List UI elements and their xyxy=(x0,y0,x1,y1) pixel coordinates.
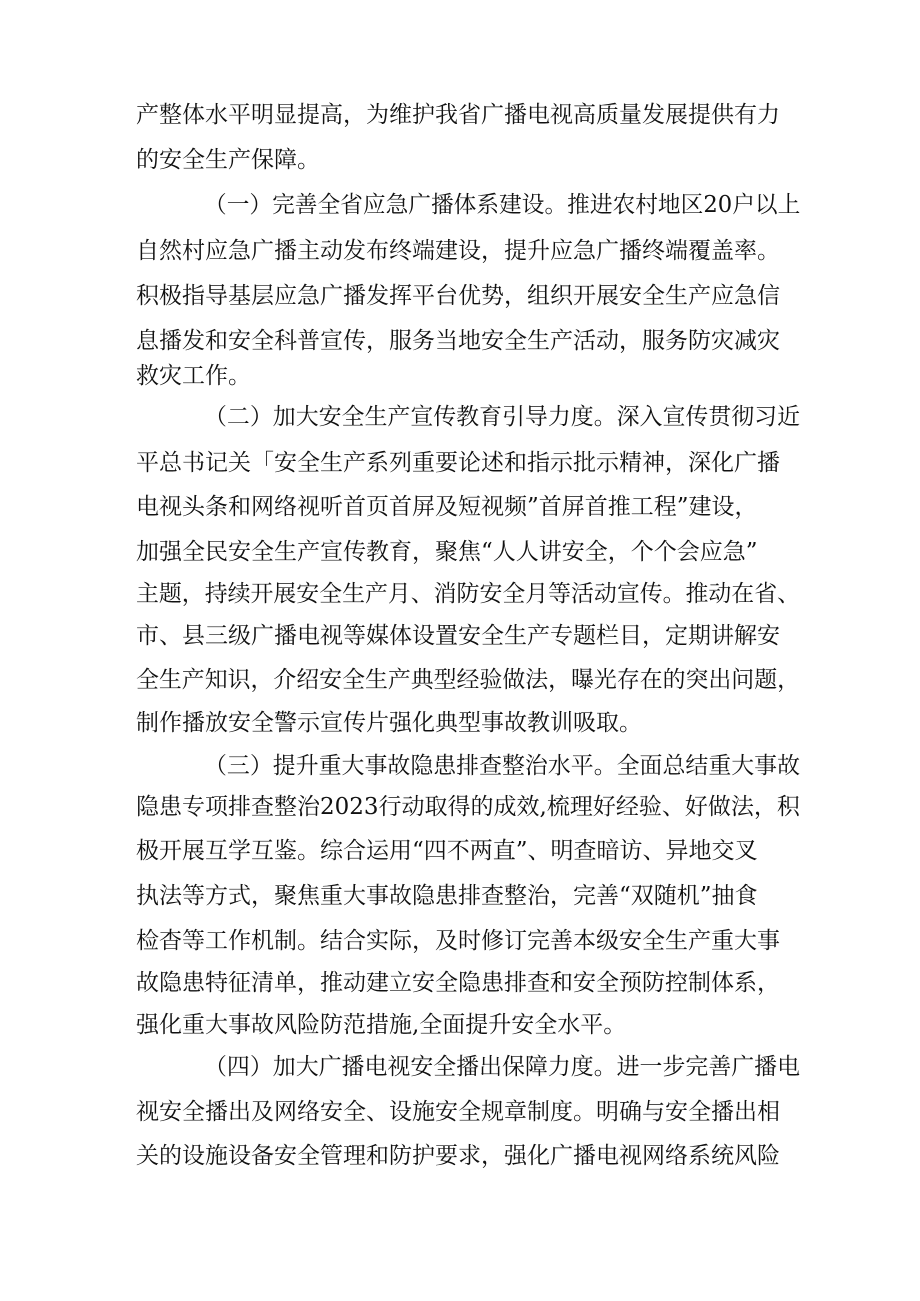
text-line: 自然村应急广播主动发布终端建设，提升应急广播终端覆盖率。 xyxy=(136,238,780,264)
paragraph-first-line: （四）加大广播电视安全播出保障力度。进一步完善广播电 xyxy=(204,1054,801,1080)
paragraph-first-line: （二）加大安全生产宣传教育引导力度。深入宣传贯彻习近 xyxy=(204,404,801,430)
text-line: 强化重大事故风险防范措施,全面提升安全水平。 xyxy=(136,1012,627,1038)
text-line: 执法等方式，聚焦重大事故隐患排查整治，完善“双随机”抽食 xyxy=(136,883,758,909)
text-line: 全生产知识，介绍安全生产典型经验做法，曝光存在的突出问题， xyxy=(136,667,800,693)
text-line: 电视头条和网络视听首页首屏及短视频”首屏首推工程”建设， xyxy=(136,494,758,520)
text-line: 息播发和安全科普宣传，服务当地安全生产活动，服务防灾减灾 xyxy=(136,328,780,354)
text-line: 平总书记关「安全生产系列重要论述和指示批示精神，深化广播 xyxy=(136,450,780,476)
paragraph-first-line: （一）完善全省应急广播体系建设。推进农村地区20户以上 xyxy=(204,192,801,218)
text-line: 产整体水平明显提高，为维护我省广播电视高质量发展提供有力 xyxy=(136,102,780,128)
text-line: 隐患专项排查整治2023行动取得的成效,梳理好经验、好做法，积 xyxy=(136,794,800,820)
text-line: 极开展互学互鉴。综合运用“四不两直”、明查暗访、异地交叉 xyxy=(136,838,758,864)
text-line: 制作播放安全警示宣传片强化典型事故教训吸取。 xyxy=(136,710,642,736)
text-line: 的安全生产保障。 xyxy=(136,147,320,173)
text-line: 积极指导基层应急广播发挥平台优势，组织开展安全生产应急信 xyxy=(136,283,780,309)
text-line: 市、县三级广播电视等媒体设置安全生产专题栏目，定期讲解安 xyxy=(136,623,780,649)
text-line: 关的设施设备安全管理和防护要求，强化广播电视网络系统风险 xyxy=(136,1143,780,1169)
text-line: 救灾工作。 xyxy=(136,363,251,389)
text-line: 加强全民安全生产宣传教育，聚焦“人人讲安全，个个会应急” xyxy=(136,539,758,565)
text-line: 视安全播出及网络安全、设施安全规章制度。明确与安全播出相 xyxy=(136,1099,780,1125)
text-line: 主题，持续开展安全生产月、消防安全月等活动宣传。推动在省、 xyxy=(136,581,800,607)
text-line: 故隐患特征清单，推动建立安全隐患排查和安全预防控制体系， xyxy=(136,970,780,996)
paragraph-first-line: （三）提升重大事故隐患排查整治水平。全面总结重大事故 xyxy=(204,753,801,779)
text-line: 检杳等工作机制。结合实际，及时修订完善本级安全生产重大事 xyxy=(136,928,780,954)
